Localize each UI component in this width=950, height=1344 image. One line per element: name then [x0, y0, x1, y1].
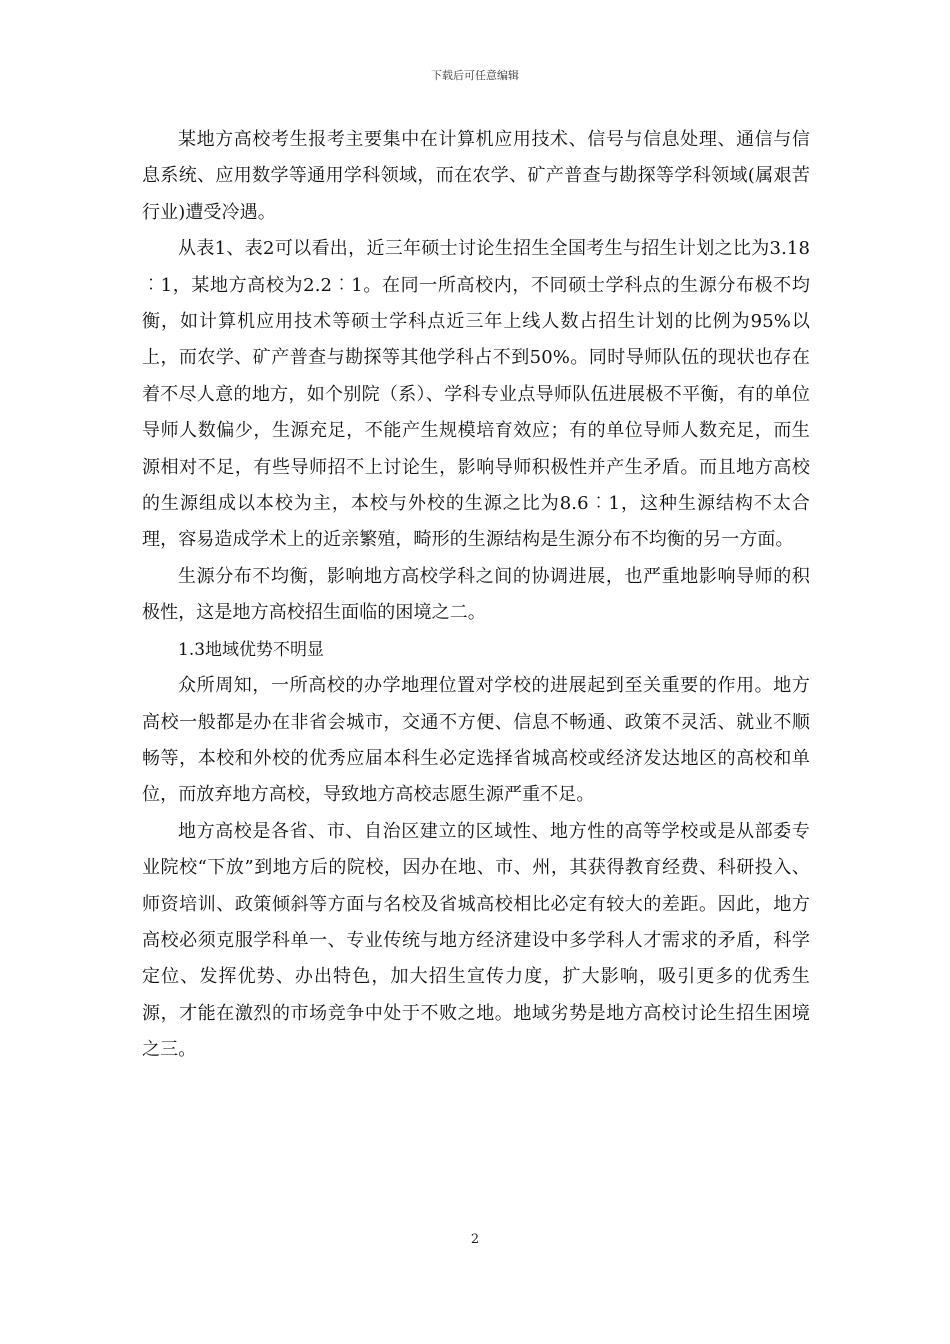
body-paragraph-2: 从表1、表2可以看出，近三年硕士讨论生招生全国考生与招生计划之比为3.18︰1，某地方高校为2.2︰1。在同一所高校内，不同硕士学科点的生源分布极不均衡，如计算机应用技术等硕士学科点近三年上线人数占招生计划的比例为95%以上，而农学、矿产普查与勘探等其他学科占不到50%。同时导师队伍的现状也存在着不尽人意的地方，如个别院（系）、学科专业点导师队伍进展极不平衡，有的单位导师人数偏少，生源充足，不能产生规模培育效应；有的单位导师人数充足，而生源相对不足，有些导师招不上讨论生，影响导师积极性并产生矛盾。而且地方高校的生源组成以本校为主，本校与外校的生源之比为8.6︰1，这种生源结构不太合理，容易造成学术上的近亲繁殖，畸形的生源结构是生源分布不均衡的另一方面。 — [142, 238, 810, 551]
section-heading: 1.3地域优势不明显 — [178, 639, 325, 660]
page-header: 下载后可任意编辑 — [431, 69, 519, 82]
body-paragraph-5: 地方高校是各省、市、自治区建立的区域性、地方性的高等学校或是从部委专业院校“下放”到地方后的院校，因办在地、市、州，其获得教育经费、科研投入、师资培训、政策倾斜等方面与名校及省城高校相比必定有较大的差距。因此，地方高校必须克服学科单一、专业传统与地方经济建设中多学科人才需求的矛盾，科学定位、发挥优势、办出特色，加大招生宣传力度，扩大影响，吸引更多的优秀生源，才能在激烈的市场竞争中处于不败之地。地域劣势是地方高校讨论生招生困境之三。 — [142, 820, 810, 1061]
page-number: 2 — [470, 1232, 480, 1247]
body-paragraph-3: 生源分布不均衡，影响地方高校学科之间的协调进展，也严重地影响导师的积极性，这是地方高校招生面临的困境之二。 — [142, 565, 810, 624]
document-body — [142, 122, 810, 1069]
body-paragraph-1: 某地方高校考生报考主要集中在计算机应用技术、信号与信息处理、通信与信息系统、应用数学等通用学科领域，而在农学、矿产普查与勘探等学科领域(属艰苦行业)遭受冷遇。 — [142, 129, 810, 223]
body-paragraph-4: 众所周知，一所高校的办学地理位置对学校的进展起到至关重要的作用。地方高校一般都是办在非省会城市，交通不方便、信息不畅通、政策不灵活、就业不顺畅等，本校和外校的优秀应届本科生必定选择省城高校或经济发达地区的高校和单位，而放弃地方高校，导致地方高校志愿生源严重不足。 — [142, 675, 810, 806]
